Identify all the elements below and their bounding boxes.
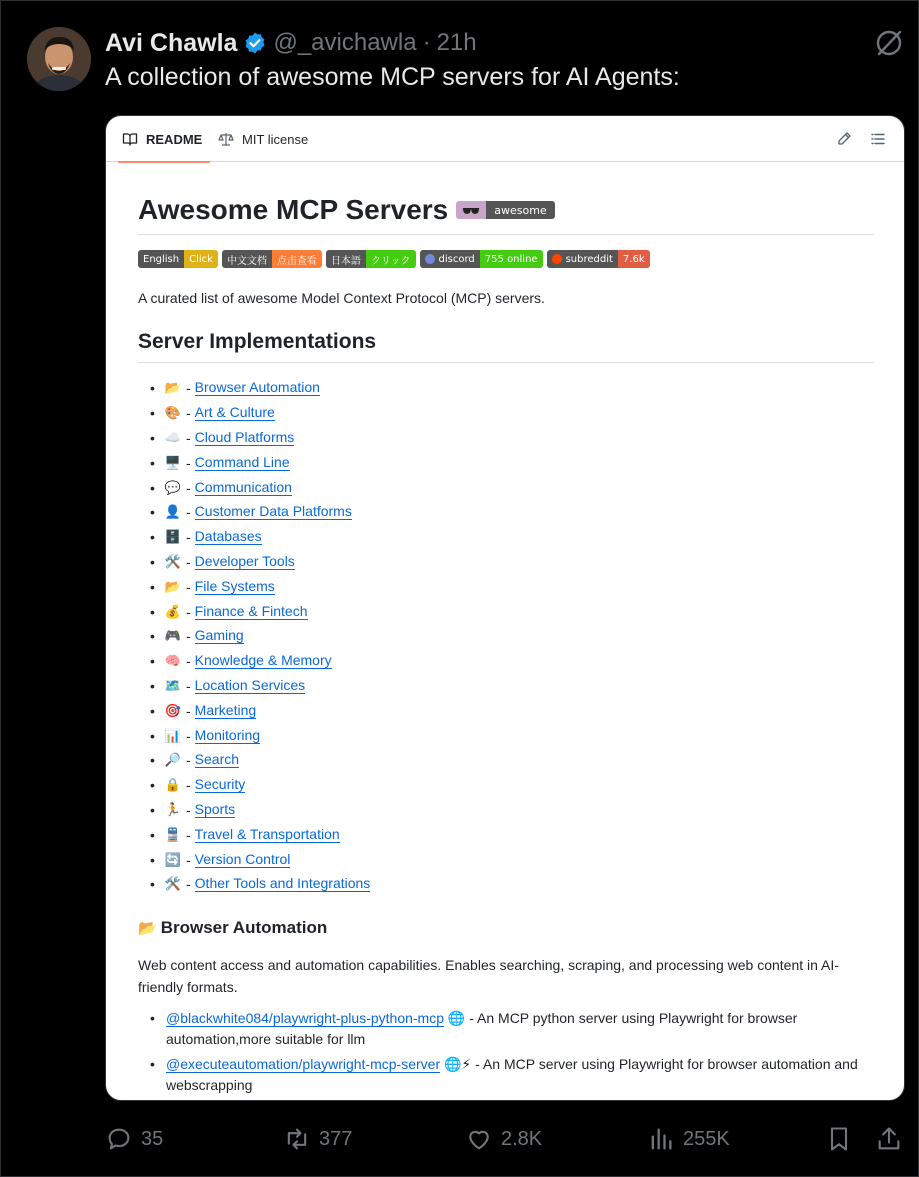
subsection-heading: Browser Automation — [160, 918, 328, 937]
category-link[interactable]: Finance & Fintech — [194, 602, 308, 619]
category-link[interactable]: Security — [194, 776, 246, 793]
category-link[interactable]: Customer Data Platforms — [194, 503, 352, 520]
readme-description: A curated list of awesome Model Context Protocol (MCP) servers. — [138, 290, 545, 306]
tools-icon: 🛠️ — [164, 876, 182, 892]
badge-value: 755 online — [480, 250, 543, 268]
share-button[interactable] — [875, 1121, 903, 1157]
list-item: • 💬 - Communication — [150, 478, 292, 496]
list-item: • 🛠️ - Developer Tools — [150, 552, 295, 570]
category-link[interactable]: Command Line — [194, 453, 290, 470]
category-link[interactable]: Version Control — [194, 850, 291, 867]
tab-readme-label: README — [146, 131, 203, 147]
list-item: • 🔒 - Security — [150, 776, 246, 794]
server-description: - An MCP server using Playwright for browser automation and webscrapping — [166, 1056, 858, 1093]
badge-japanese[interactable] — [326, 250, 416, 268]
palette-icon: 🎨 — [164, 405, 182, 421]
section-divider — [138, 362, 874, 363]
list-item: • 🎨 - Art & Culture — [150, 404, 275, 422]
reply-count: 35 — [141, 1127, 164, 1150]
category-link[interactable]: Monitoring — [194, 726, 261, 743]
list-item: • 📂 - File Systems — [150, 577, 275, 595]
server-description: - An MCP python server using Playwright for browser automation,more suitable for llm — [166, 1010, 798, 1047]
bookmark-icon — [825, 1125, 853, 1153]
author-handle[interactable]: @_avichawla — [273, 29, 417, 56]
tweet-text: A collection of awesome MCP servers for AI Agents: — [105, 63, 680, 91]
badge-value: Click — [184, 250, 218, 268]
pencil-icon[interactable] — [836, 131, 852, 147]
badge-value: 点击查看 — [272, 250, 322, 268]
discord-icon — [425, 254, 435, 264]
awesome-badge[interactable] — [456, 201, 554, 219]
category-link[interactable]: Gaming — [194, 627, 244, 644]
folder-icon: 📂 — [138, 920, 157, 937]
list-item: • 🗺️ - Location Services — [150, 676, 306, 694]
category-link[interactable]: Communication — [194, 478, 292, 495]
runner-icon: 🏃 — [164, 801, 182, 817]
train-icon: 🚆 — [164, 826, 182, 842]
browser-automation-heading-row — [138, 918, 327, 938]
list-item: • 🗄️ - Databases — [150, 528, 262, 546]
like-button[interactable] — [465, 1121, 542, 1157]
list-item: • 📊 - Monitoring — [150, 726, 261, 744]
gamepad-icon: 🎮 — [164, 628, 182, 644]
list-item: • 👤 - Customer Data Platforms — [150, 503, 352, 521]
category-link[interactable]: Other Tools and Integrations — [194, 875, 371, 892]
bookmark-button[interactable] — [825, 1121, 853, 1157]
list-item: • 🏃 - Sports — [150, 800, 236, 818]
readme-tabs — [106, 116, 904, 162]
tools-icon: 🛠️ — [164, 553, 182, 569]
separator-dot: · — [422, 29, 431, 56]
retweet-button[interactable] — [283, 1121, 352, 1157]
map-icon: 🗺️ — [164, 677, 182, 693]
badge-english[interactable] — [138, 250, 218, 268]
tab-readme[interactable] — [122, 116, 202, 162]
list-item: • 🖥️ - Command Line — [150, 453, 290, 471]
bar-chart-icon: 📊 — [164, 727, 182, 743]
monitor-icon: 🖥️ — [164, 454, 182, 470]
subsection-description: Web content access and automation capabilities. Enables searching, scraping, and processing web content in AI-friendly formats. — [138, 957, 839, 995]
heart-icon — [465, 1125, 493, 1153]
folder-icon: 📂 — [164, 380, 182, 396]
money-bag-icon: 💰 — [164, 603, 182, 619]
list-item: • @executeautomation/playwright-mcp-server 🌐⚡ - An MCP server using Playwright for browser automation and webscrapping — [150, 1056, 858, 1093]
category-link[interactable]: Databases — [194, 528, 262, 545]
category-link[interactable]: Location Services — [194, 676, 306, 693]
person-icon: 👤 — [164, 504, 182, 520]
badge-key: English — [138, 250, 184, 268]
sunglasses-icon — [456, 201, 486, 219]
badge-key: subreddit — [547, 250, 618, 268]
list-item: • 📂 - Browser Automation — [150, 379, 320, 397]
outline-list-icon[interactable] — [870, 131, 886, 147]
awesome-badge-label: awesome — [486, 201, 554, 219]
brain-icon: 🧠 — [164, 653, 182, 669]
verified-badge-icon — [243, 31, 267, 55]
badge-value: 7.6k — [618, 250, 650, 268]
reddit-icon — [552, 254, 562, 264]
list-item: • 🚆 - Travel & Transportation — [150, 825, 340, 843]
tab-license-label: MIT license — [242, 131, 309, 147]
badge-discord[interactable] — [420, 250, 543, 268]
reply-icon — [105, 1125, 133, 1153]
category-link[interactable]: File Systems — [194, 577, 275, 594]
badge-reddit[interactable] — [547, 250, 650, 268]
list-item: • 🔎 - Search — [150, 751, 240, 769]
category-link[interactable]: Marketing — [194, 701, 257, 718]
list-item: • 🔄 - Version Control — [150, 850, 291, 868]
reply-button[interactable] — [105, 1121, 163, 1157]
list-item: • 💰 - Finance & Fintech — [150, 602, 308, 620]
globe-icon: 🌐 — [447, 1010, 466, 1026]
view-count: 255K — [683, 1127, 730, 1150]
scale-icon — [218, 131, 234, 147]
author-name[interactable]: Avi Chawla — [105, 28, 238, 57]
tweet-header — [105, 27, 477, 59]
page-title: Awesome MCP Servers — [138, 194, 449, 225]
category-link[interactable]: Browser Automation — [194, 379, 320, 396]
like-count: 2.8K — [501, 1127, 543, 1150]
analytics-icon — [647, 1125, 675, 1153]
views-button[interactable] — [647, 1121, 730, 1157]
badge-key: 中文文档 — [222, 250, 272, 268]
badge-chinese[interactable] — [222, 250, 322, 268]
book-icon — [122, 131, 138, 147]
category-link[interactable]: Developer Tools — [194, 552, 295, 569]
list-item: • ☁️ - Cloud Platforms — [150, 428, 295, 446]
list-item: • 🛠️ - Other Tools and Integrations — [150, 875, 371, 893]
category-link[interactable]: Travel & Transportation — [194, 825, 340, 842]
retweet-count: 377 — [319, 1127, 353, 1150]
file-cabinet-icon: 🗄️ — [164, 529, 182, 545]
grok-icon[interactable] — [873, 27, 905, 59]
server-list — [150, 1008, 874, 1100]
target-icon: 🎯 — [164, 702, 182, 718]
timestamp[interactable]: 21h — [436, 29, 477, 56]
folder-icon: 📂 — [164, 578, 182, 594]
globe-lightning-icon: 🌐⚡ — [444, 1056, 472, 1072]
category-link[interactable]: Cloud Platforms — [194, 428, 295, 445]
badge-key: discord — [420, 250, 480, 268]
list-item: • 🎯 - Marketing — [150, 701, 257, 719]
badge-key: 日本語 — [326, 250, 366, 268]
speech-bubble-icon: 💬 — [164, 479, 182, 495]
title-row — [138, 194, 555, 226]
list-item: • 🧠 - Knowledge & Memory — [150, 652, 332, 670]
category-link[interactable]: Knowledge & Memory — [194, 652, 332, 669]
share-icon — [875, 1125, 903, 1153]
title-divider — [138, 234, 874, 235]
list-item: • 🎮 - Gaming — [150, 627, 244, 645]
list-item: • @blackwhite084/playwright-plus-python-mcp 🌐 - An MCP python server using Playwright for browser automation,more suitable for llm — [150, 1010, 798, 1047]
section-heading: Server Implementations — [138, 330, 377, 353]
category-link[interactable]: Sports — [194, 800, 236, 817]
category-list — [150, 376, 370, 897]
category-link[interactable]: Search — [194, 751, 240, 768]
cloud-icon: ☁️ — [164, 429, 182, 445]
server-link[interactable]: @executeautomation/playwright-mcp-server — [166, 1056, 441, 1072]
action-bar — [105, 1121, 905, 1157]
badge-value: クリック — [366, 250, 416, 268]
embedded-image[interactable] — [105, 115, 905, 1101]
retweet-icon — [283, 1125, 311, 1153]
refresh-icon: 🔄 — [164, 851, 182, 867]
avatar[interactable] — [27, 27, 91, 91]
badge-row — [138, 250, 650, 268]
category-link[interactable]: Art & Culture — [194, 404, 275, 421]
tab-license[interactable] — [218, 116, 308, 162]
magnifier-icon: 🔎 — [164, 752, 182, 768]
server-link[interactable]: @blackwhite084/playwright-plus-python-mcp — [166, 1010, 445, 1026]
lock-icon: 🔒 — [164, 777, 182, 793]
